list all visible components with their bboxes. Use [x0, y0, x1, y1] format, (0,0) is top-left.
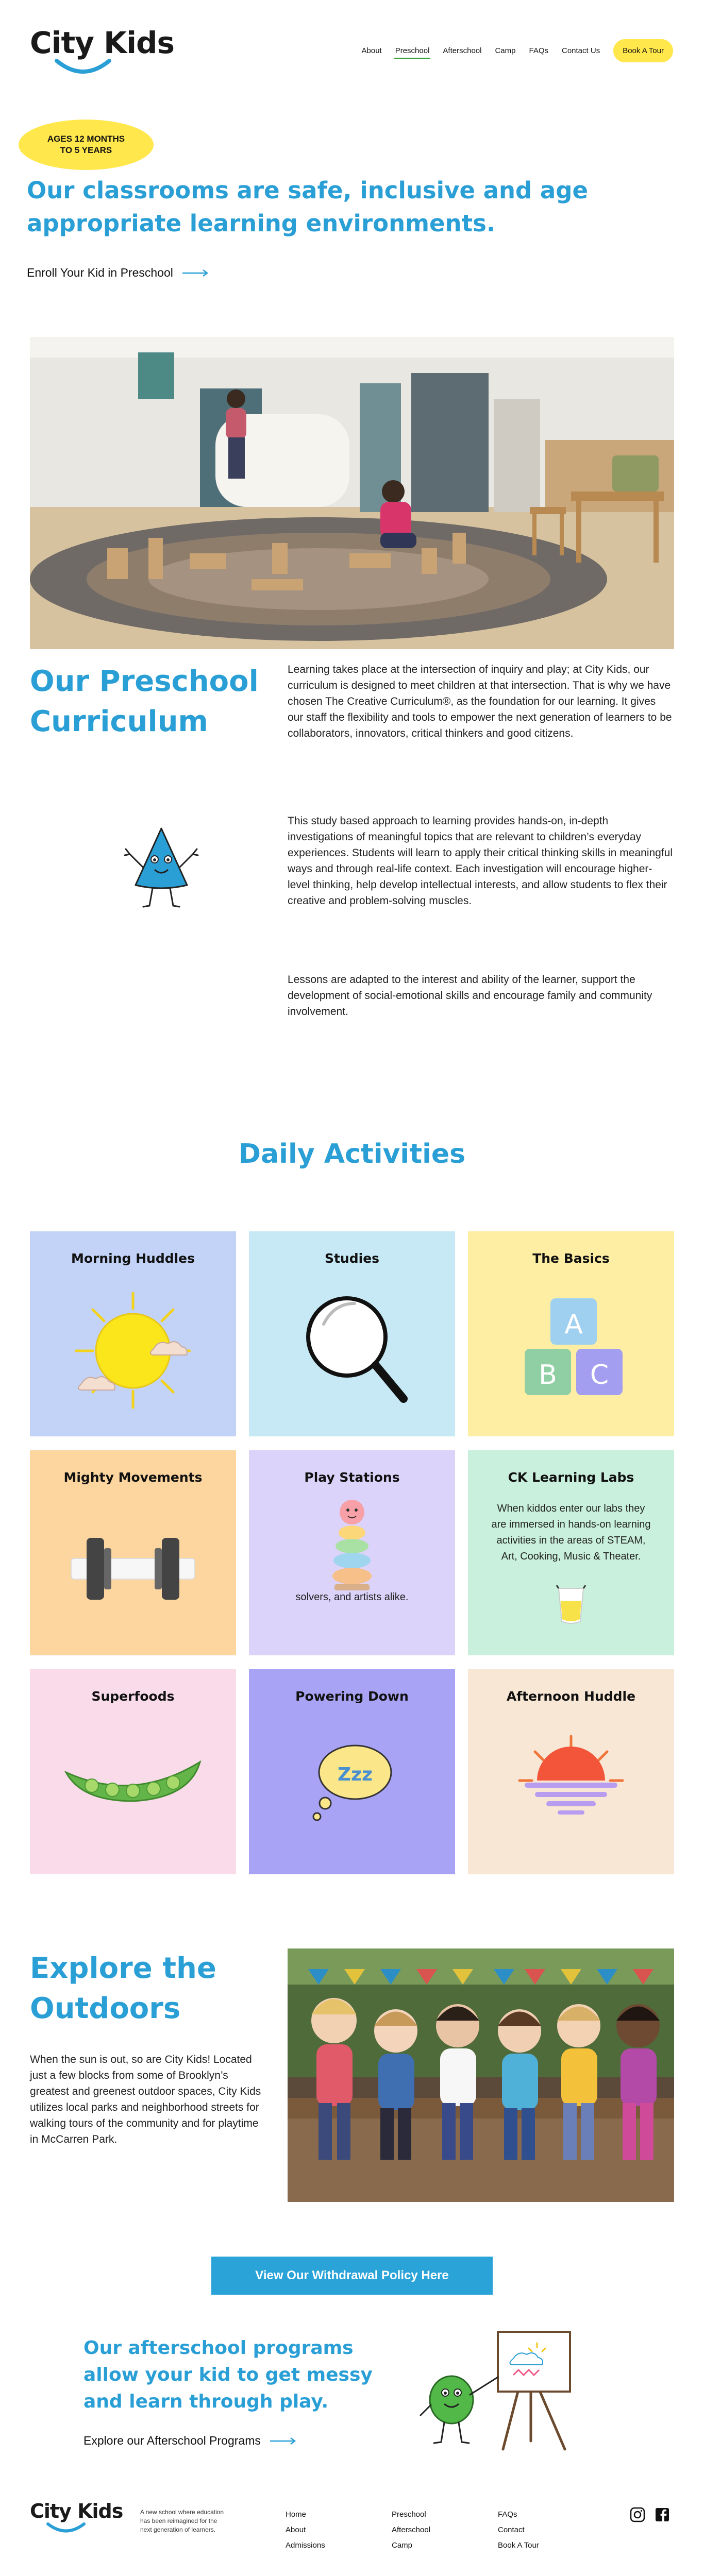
footer-link-camp[interactable]: Camp: [392, 2541, 413, 2550]
curriculum-paragraph-3: Lessons are adapted to the interest and ability of the learner, support the development of social-emotional skills and encourage family and community involvement.: [288, 974, 652, 1018]
svg-text:A: A: [564, 1309, 583, 1340]
footer-link-book-tour[interactable]: Book A Tour: [498, 2541, 539, 2550]
card-description: solvers, and artists alike.: [295, 1591, 409, 1603]
card-superfoods[interactable]: [30, 1669, 236, 1874]
nav-afterschool[interactable]: Afterschool: [443, 46, 482, 55]
magnifier-icon: [300, 1288, 414, 1412]
abc-blocks-icon: [517, 1288, 630, 1412]
card-title: The Basics: [532, 1251, 610, 1266]
kids-outdoors-photo: [288, 1948, 674, 2202]
card-ck-learning-labs[interactable]: [468, 1450, 674, 1655]
logo[interactable]: [30, 25, 175, 81]
enroll-link-label: Enroll Your Kid in Preschool: [27, 266, 173, 279]
dumbbell-icon: [66, 1533, 200, 1605]
logo-smile-icon: [46, 2522, 86, 2533]
withdrawal-policy-button[interactable]: View Our Withdrawal Policy Here: [211, 2257, 493, 2295]
facebook-icon[interactable]: [655, 2507, 670, 2522]
card-play-stations[interactable]: [249, 1450, 455, 1655]
card-title: Powering Down: [295, 1689, 409, 1704]
book-tour-button[interactable]: Book A Tour: [613, 39, 673, 62]
logo-smile-icon: [55, 59, 111, 74]
footer-logo[interactable]: [30, 2500, 123, 2522]
classroom-photo: [30, 337, 674, 649]
curriculum-title: Our Preschool Curriculum: [30, 665, 259, 738]
curriculum-paragraph-2: This study based approach to learning provides hands-on, in-depth investigations of meaningful topics that are relevant to children’s everyday experiences. Students will learn to apply their critical thinking skills in meaningful ways and through real-life context. Each investigation will encourage higher-level thinking, help develop intellectual interests, and allow students to flex their creative and problem-solving muscles.: [288, 815, 673, 907]
nav-contact[interactable]: Contact Us: [562, 46, 600, 55]
instagram-icon[interactable]: [630, 2507, 645, 2522]
card-title: Mighty Movements: [63, 1470, 203, 1485]
nav-preschool[interactable]: Preschool: [395, 46, 430, 55]
footer-link-admissions[interactable]: Admissions: [286, 2541, 325, 2550]
main-nav: [362, 39, 673, 62]
card-title: Afternoon Huddle: [506, 1689, 636, 1704]
card-the-basics[interactable]: [468, 1231, 674, 1436]
sun-icon: [66, 1288, 200, 1417]
card-morning-huddles[interactable]: [30, 1231, 236, 1436]
footer-col-2: [392, 2507, 430, 2553]
card-afternoon-huddle[interactable]: [468, 1669, 674, 1874]
footer-logo-text: City Kids: [30, 2500, 123, 2522]
footer-col-3: [498, 2507, 539, 2553]
logo-text: City Kids: [30, 25, 175, 60]
svg-text:B: B: [539, 1360, 557, 1391]
afterschool-title: Our afterschool programs allow your kid to get messy and learn through play.: [83, 2337, 373, 2412]
sunset-icon: [514, 1731, 628, 1824]
arrow-right-icon: [270, 2437, 297, 2445]
triangle-mascot-icon: [123, 823, 200, 911]
footer-link-home[interactable]: Home: [286, 2510, 307, 2519]
explore-text: When the sun is out, so are City Kids! Located just a few blocks from some of Brooklyn’s greatest and greenest outdoor spaces, City Kids utilizes local parks and neighborhood streets for walking tours of the community and for playtime in McCarren Park.: [30, 2054, 261, 2145]
hero-title: Our classrooms are safe, inclusive and age appropriate learning environments.: [27, 177, 589, 237]
afterschool-link[interactable]: [83, 2434, 297, 2448]
card-title: Studies: [324, 1251, 380, 1266]
card-mighty-movements[interactable]: [30, 1450, 236, 1655]
peapod-icon: [61, 1752, 205, 1808]
curriculum-paragraph-1: Learning takes place at the intersection of inquiry and play; at City Kids, our curriculum is designed to meet children at that intersection. That is why we have chosen The Creative Curriculum®, as the foundation for our learning. It gives our staff the flexibility and tools to empower the next generation of learners to be collaborators, innovators, critical thinkers and good citizens.: [288, 664, 672, 739]
painting-mascot-icon: [415, 2328, 580, 2451]
card-title: Play Stations: [304, 1470, 400, 1485]
beaker-icon: [556, 1585, 586, 1626]
footer-link-about[interactable]: About: [286, 2526, 306, 2534]
card-description: When kiddos enter our labs they are immersed in hands-on learning activities in the areas of STEAM, Art, Cooking, Music & Theater.: [491, 1503, 651, 1562]
stacking-toy-icon: [331, 1497, 373, 1595]
age-badge: AGES 12 MONTHS TO 5 YEARS: [19, 120, 154, 170]
footer-link-contact[interactable]: Contact: [498, 2526, 525, 2534]
nav-camp[interactable]: Camp: [495, 46, 516, 55]
card-title: Morning Huddles: [71, 1251, 195, 1266]
footer-tagline: A new school where education has been reimagined for the next generation of learners.: [140, 2509, 224, 2533]
footer-link-preschool[interactable]: Preschool: [392, 2510, 426, 2519]
svg-text:C: C: [590, 1360, 609, 1391]
explore-title: Explore the Outdoors: [30, 1952, 216, 2025]
nav-faqs[interactable]: FAQs: [529, 46, 548, 55]
social-links: [630, 2507, 670, 2522]
svg-text:Zzz: Zzz: [337, 1764, 373, 1785]
card-powering-down[interactable]: [249, 1669, 455, 1874]
arrow-right-icon: [182, 269, 209, 277]
afterschool-link-label: Explore our Afterschool Programs: [83, 2434, 261, 2447]
card-title: Superfoods: [91, 1689, 175, 1704]
card-title: CK Learning Labs: [508, 1470, 634, 1485]
footer-link-faqs[interactable]: FAQs: [498, 2510, 517, 2519]
daily-activities-title: Daily Activities: [238, 1139, 466, 1170]
footer-col-1: [286, 2507, 325, 2553]
nav-about[interactable]: About: [361, 46, 382, 55]
enroll-link[interactable]: [27, 266, 209, 280]
footer-link-afterschool[interactable]: Afterschool: [392, 2526, 431, 2534]
sleep-bubble-icon: [311, 1736, 393, 1824]
card-studies[interactable]: [249, 1231, 455, 1436]
